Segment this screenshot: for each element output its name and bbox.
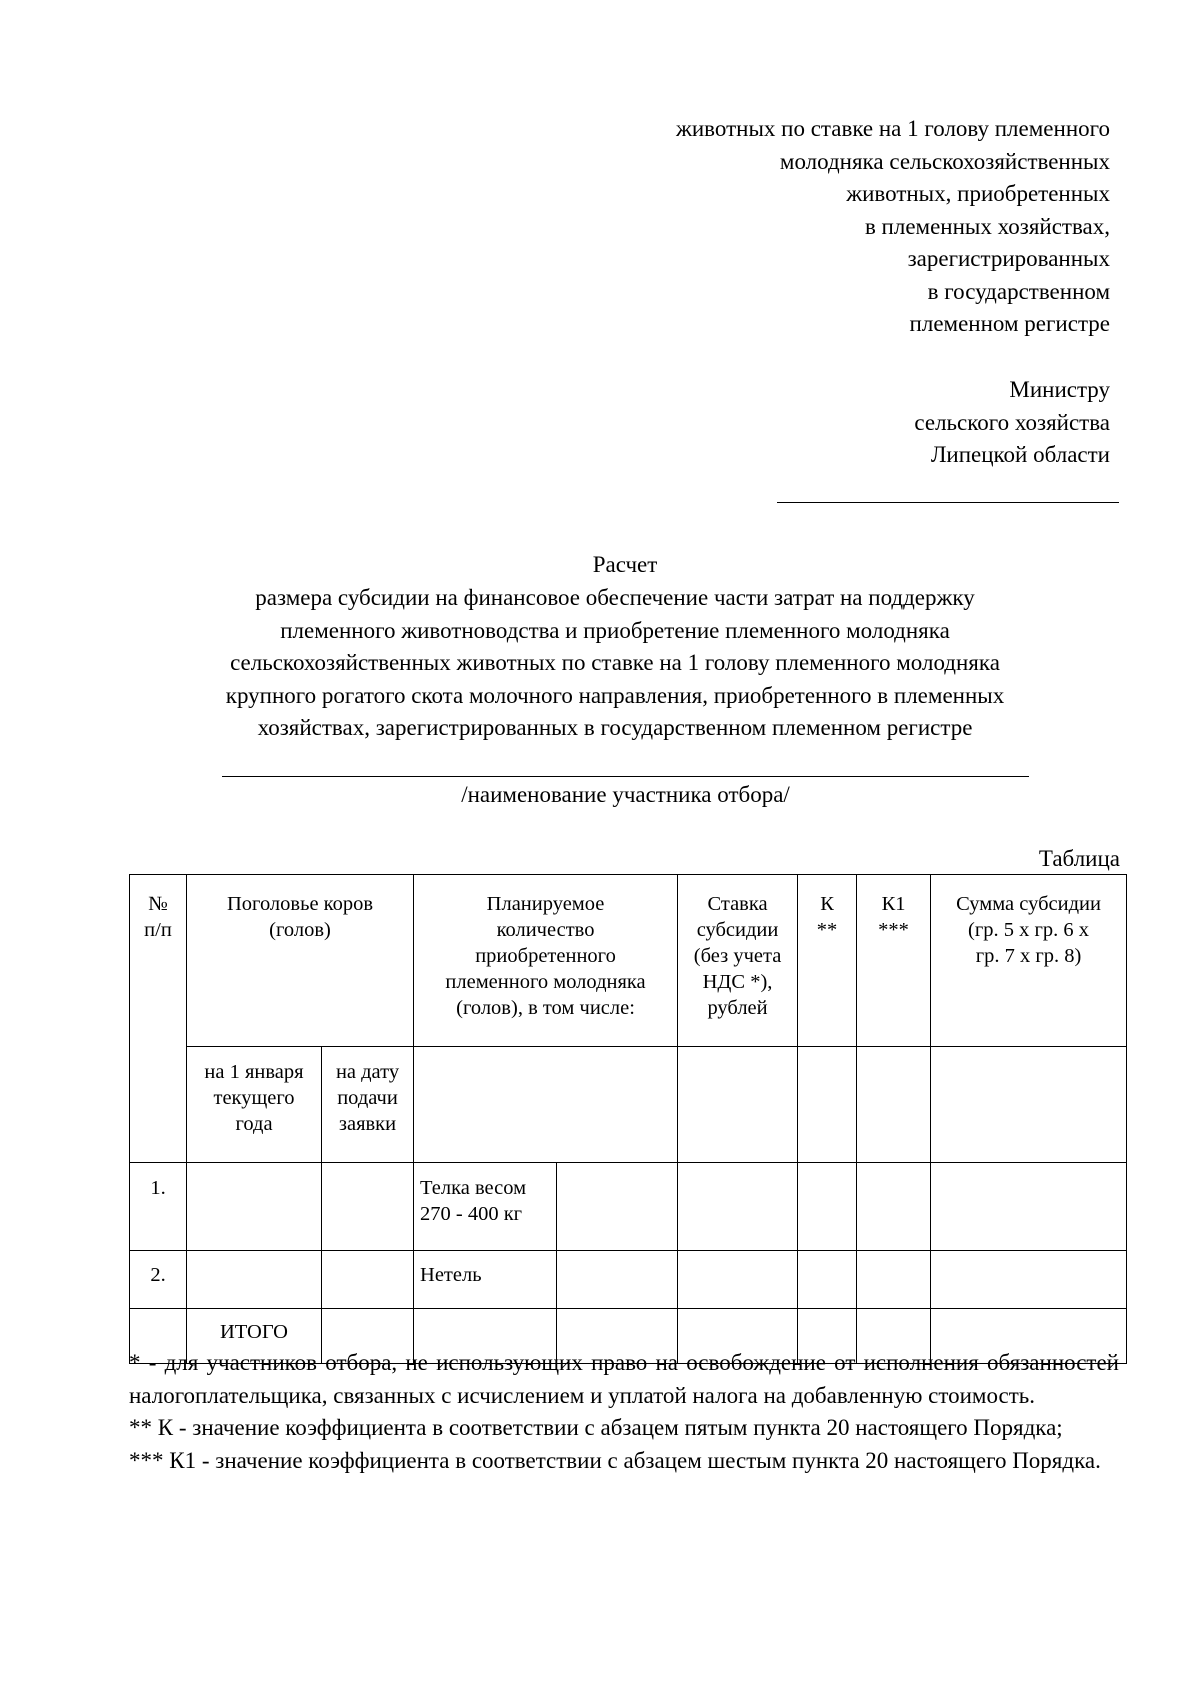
table-cell (414, 1047, 678, 1163)
footnote: * - для участников отбора, не использующих право на освобождение от исполнения обязанностей налогоплательщика, связанных с исчислением и уплатой налога на добавленную стоимость. (129, 1350, 1119, 1408)
document-title: Расчет (592, 552, 658, 577)
subheader-text: на 1 января (204, 1061, 304, 1083)
table-cell (931, 1163, 1127, 1251)
subheader-cell-date (322, 1047, 414, 1163)
addressee-line: сельского хозяйства (914, 409, 1110, 435)
table-cell (931, 1251, 1127, 1309)
header-line: в государственном (927, 278, 1110, 304)
table-cell (187, 1163, 322, 1251)
addressee-block (914, 374, 1110, 472)
table-cell (322, 1163, 414, 1251)
footnote: ** К - значение коэффициента в соответствии с абзацем пятым пункта 20 настоящего Порядка; (129, 1415, 1063, 1440)
table-row (130, 1163, 1127, 1251)
description-line: племенного животноводства и приобретение племенного молодняка (280, 617, 950, 643)
subheader-text: подачи (337, 1087, 398, 1109)
header-text: (голов), в том числе: (456, 997, 635, 1019)
table-cell (322, 1251, 414, 1309)
header-text: К (820, 893, 834, 915)
subsidy-table (129, 874, 1127, 1364)
table-caption: Таблица (1038, 846, 1120, 871)
header-line: зарегистрированных (907, 246, 1110, 271)
document-description (110, 582, 1120, 745)
header-text: гр. 7 х гр. 8) (975, 945, 1082, 967)
table-cell (678, 1047, 798, 1163)
addressee-blank-line (777, 502, 1119, 503)
header-line: в племенных хозяйствах, (864, 213, 1110, 239)
header-line: животных, приобретенных (846, 181, 1110, 206)
addressee-line: Липецкой области (930, 442, 1110, 467)
table-cell (678, 1163, 798, 1251)
table-cell (798, 1251, 857, 1309)
subheader-text: на дату (335, 1061, 400, 1083)
description-line: хозяйствах, зарегистрированных в государственном племенном регистре (257, 715, 973, 740)
header-text: количество (496, 919, 595, 941)
header-text: рублей (707, 997, 768, 1019)
footnotes (129, 1347, 1119, 1477)
header-text: субсидии (696, 919, 779, 941)
table-cell (857, 1163, 931, 1251)
header-text: (без учета (693, 945, 782, 967)
header-cell-k1 (857, 875, 931, 1047)
header-text: Ставка (707, 893, 768, 915)
description-line: крупного рогатого скота молочного направления, приобретенного в племенных (225, 682, 1005, 708)
subheader-text: года (235, 1113, 273, 1135)
header-text: *** (878, 919, 909, 941)
header-text: К1 (881, 893, 906, 915)
table-cell (798, 1047, 857, 1163)
row-label-text: 270 - 400 кг (420, 1203, 523, 1225)
table-cell (931, 1047, 1127, 1163)
participant-blank-line (222, 776, 1029, 777)
table-cell (557, 1251, 678, 1309)
table-row (130, 1251, 1127, 1309)
header-cell-planned (414, 875, 678, 1047)
footnote: *** К1 - значение коэффициента в соответствии с абзацем шестым пункта 20 настоящего Порядка. (129, 1447, 1101, 1473)
total-label: ИТОГО (187, 1309, 322, 1364)
header-cell-number (130, 875, 187, 1163)
header-text: НДС *), (702, 971, 773, 993)
header-text: (голов) (269, 919, 331, 941)
row-number: 2. (130, 1251, 187, 1309)
subheader-text: текущего (213, 1087, 295, 1109)
description-line: размера субсидии на финансовое обеспечение части затрат на поддержку (255, 585, 975, 610)
table-cell (857, 1251, 931, 1309)
header-text: п/п (144, 919, 172, 941)
header-cell-k (798, 875, 857, 1047)
header-text: Планируемое (486, 893, 605, 915)
appendix-header (676, 113, 1110, 341)
header-text: приобретенного (475, 945, 616, 967)
table-cell (678, 1251, 798, 1309)
table-cell (557, 1163, 678, 1251)
row-label: Нетель (414, 1251, 557, 1309)
header-text: № (148, 893, 168, 915)
header-line: племенном регистре (909, 311, 1110, 336)
header-cell-rate (678, 875, 798, 1047)
header-line: животных по ставке на 1 голову племенного (675, 116, 1110, 141)
subheader-cell-jan (187, 1047, 322, 1163)
header-text: ** (816, 919, 838, 941)
subheader-text: заявки (338, 1113, 397, 1135)
table-cell (798, 1163, 857, 1251)
header-text: (гр. 5 х гр. 6 х (968, 919, 1090, 941)
header-cell-herd (187, 875, 414, 1047)
row-number: 1. (130, 1163, 187, 1251)
header-line: молодняка сельскохозяйственных (779, 148, 1110, 174)
table-cell (857, 1047, 931, 1163)
table-header-row (130, 875, 1127, 1047)
header-text: племенного молодняка (445, 971, 646, 993)
table-cell (187, 1251, 322, 1309)
description-line: сельскохозяйственных животных по ставке на 1 голову племенного молодняка (230, 650, 1000, 675)
header-text: Сумма субсидии (956, 893, 1101, 915)
addressee-line: Министру (1009, 377, 1110, 402)
participant-caption: /наименование участника отбора/ (461, 782, 790, 807)
header-text: Поголовье коров (227, 893, 374, 915)
row-label-text: Телка весом (420, 1177, 527, 1199)
row-label (414, 1163, 557, 1251)
header-cell-sum (931, 875, 1127, 1047)
table-subheader-row (130, 1047, 1127, 1163)
